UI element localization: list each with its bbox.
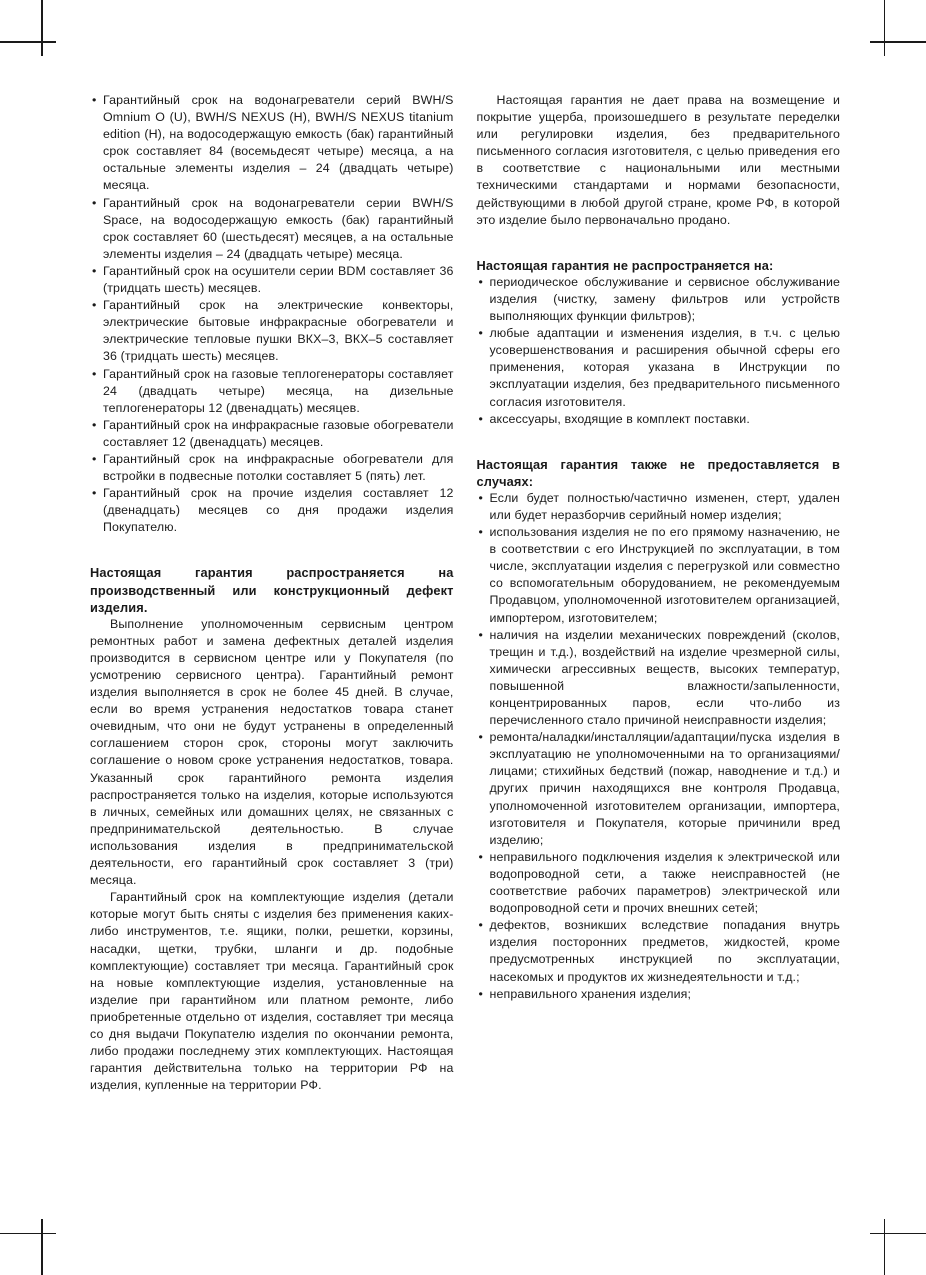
document-page: [90, 92, 840, 1094]
crop-mark-bottom-left-horizontal: [0, 1233, 56, 1235]
section-heading-not-provided: Настоящая гарантия также не предоставляется в случаях:: [476, 456, 840, 489]
crop-mark-top-left-vertical: [41, 0, 43, 56]
warranty-terms-list: [90, 92, 454, 536]
crop-mark-top-right-horizontal: [870, 41, 926, 43]
two-column-layout: [90, 92, 840, 1094]
spacer: [477, 428, 841, 456]
crop-mark-bottom-right-vertical: [884, 1219, 886, 1275]
list-item: • Гарантийный срок на электрические конвекторы, электрические бытовые инфракрасные обогреватели и электрические тепловые пушки ВКХ–3, ВКХ–5 составляет 36 (тридцать шесть) месяцев.: [90, 297, 454, 365]
list-item: • Гарантийный срок на инфракрасные газовые обогреватели составляет 12 (двенадцать) месяцев.: [90, 417, 454, 451]
list-item: • дефектов, возникших вследствие попадания внутрь изделия посторонних предметов, жидкостей, кроме предусмотренных инструкцией по эксплуатации, насекомых и продуктов их жизнедеятельности и т.д.;: [477, 917, 841, 985]
list-item: • Гарантийный срок на осушители серии BDM составляет 36 (тридцать шесть) месяцев.: [90, 263, 454, 297]
crop-mark-top-right-vertical: [884, 0, 886, 56]
list-item: • Гарантийный срок на инфракрасные обогреватели для встройки в подвесные потолки составляет 5 (пять) лет.: [90, 451, 454, 485]
paragraph-damages-exclusion: Настоящая гарантия не дает права на возмещение и покрытие ущерба, произошедшего в результате переделки или регулировки изделия, без предварительного письменного согласия изготовителя, с целью приведения его в соответствие с национальными или местными техническими стандартами и нормами безопасности, действующими в любой другой стране, кроме РФ, в которой это изделие было первоначально продано.: [476, 93, 840, 227]
list-item: • Гарантийный срок на водонагреватели серий BWH/S Omnium O (U), BWH/S NEXUS (H), BWH/S NEXUS titanium edition (H), на водосодержащую емкость (бак) гарантийный срок составляет 84 (восемьдесят четыре) месяца, а на остальные элементы изделия – 24 (двадцать четыре) месяца.: [90, 92, 454, 195]
list-item: • Если будет полностью/частично изменен, стерт, удален или будет неразборчив серийный номер изделия;: [477, 490, 841, 524]
list-item: • неправильного хранения изделия;: [477, 986, 841, 1003]
paragraph-repair-terms: Выполнение уполномоченным сервисным центром ремонтных работ и замена дефектных деталей изделия производится в сервисном центре или у Покупателя (по усмотрению сервисного центра). Гарантийный ремонт изделия выполняется в срок не более 45 дней. В случае, если во время устранения недостатков товара станет очевидным, что они не будут устранены в определенный соглашением сторон срок, стороны могут заключить соглашение о новом сроке устранения недостатков, товара. Указанный срок гарантийного ремонта изделия распространяется только на изделия, которые используются в личных, семейных или домашних целях, не связанных с предпринимательской деятельностью. В случае использования изделия в предпринимательской деятельности, его гарантийный срок составляет 3 (три) месяца.: [90, 616, 454, 888]
list-item: • Гарантийный срок на газовые теплогенераторы составляет 24 (двадцать четыре) месяца, на дизельные теплогенераторы 12 (двенадцать) месяцев.: [90, 366, 454, 417]
list-item: • использования изделия не по его прямому назначению, не в соответствии с его Инструкцией по эксплуатации, в том числе, эксплуатации изделия с перегрузкой или совместно со вспомогательным оборудованием, не рекомендуемым Продавцом, уполномоченной изготовителем организацией, импортером, изготовителем;: [477, 524, 841, 627]
spacer: [90, 536, 454, 564]
not-provided-list: [477, 490, 841, 1003]
paragraph-component-terms: Гарантийный срок на комплектующие изделия (детали которые могут быть сняты с изделия без применения каких-либо инструментов, т.е. ящики, полки, решетки, корзины, насадки, щетки, трубки, шланги и др. подобные комплектующие) составляет три месяца. Гарантийный срок на новые комплектующие изделия, установленные на изделие при гарантийном или платном ремонте, либо приобретенные отдельно от изделия, составляет три месяца со дня выдачи Покупателю изделия по окончании ремонта, либо продажи последнему этих комплектующих. Настоящая гарантия действительна только на территории РФ на изделия, купленные на территории РФ.: [90, 890, 454, 1093]
list-item: • неправильного подключения изделия к электрической или водопроводной сети, а также неисправностей (не соответствие рабочих параметров) электрической или водопроводной сети и прочих внешних сетей;: [477, 849, 841, 917]
section-heading-defect-coverage: Настоящая гарантия распространяется на производственный или конструкционный дефект изделия.: [90, 565, 454, 615]
list-item: • Гарантийный срок на прочие изделия составляет 12 (двенадцать) месяцев со дня продажи изделия Покупателю.: [90, 485, 454, 536]
left-column: [90, 92, 454, 1094]
crop-mark-top-left-horizontal: [0, 41, 56, 43]
crop-mark-bottom-right-horizontal: [870, 1233, 926, 1235]
list-item: • ремонта/наладки/инсталляции/адаптации/пуска изделия в эксплуатацию не уполномоченными на то организациями/лицами; стихийных бедствий (пожар, наводнение и т.д.) и других причин находящихся вне контроля Продавца, уполномоченной изготовителем организации, импортера, изготовителя и Покупателя, которые причинили вред изделию;: [477, 729, 841, 849]
list-item: • аксессуары, входящие в комплект поставки.: [477, 411, 841, 428]
section-heading-exclusions: Настоящая гарантия не распространяется на:: [476, 257, 774, 273]
exclusions-list: [477, 274, 841, 428]
list-item: • любые адаптации и изменения изделия, в т.ч. с целью усовершенствования и расширения обычной сферы его применения, которая указана в Инструкции по эксплуатации изделия, без предварительного письменного согласия изготовителя.: [477, 325, 841, 410]
list-item: • Гарантийный срок на водонагреватели серии BWH/S Space, на водосодержащую емкость (бак) гарантийный срок составляет 60 (шестьдесят) месяцев, а на остальные элементы изделия – 24 (двадцать четыре) месяца.: [90, 195, 454, 263]
right-column: [477, 92, 841, 1003]
list-item: • периодическое обслуживание и сервисное обслуживание изделия (чистку, замену фильтров или устройств выполняющих функции фильтров);: [477, 274, 841, 325]
spacer: [477, 229, 841, 257]
crop-mark-bottom-left-vertical: [41, 1219, 43, 1275]
list-item: • наличия на изделии механических повреждений (сколов, трещин и т.д.), воздействий на изделие чрезмерной силы, химически агрессивных веществ, высоких температур, повышенной влажности/запыленности, концентрированных паров, если что-либо из перечисленного стало причиной неисправности изделия;: [477, 627, 841, 730]
